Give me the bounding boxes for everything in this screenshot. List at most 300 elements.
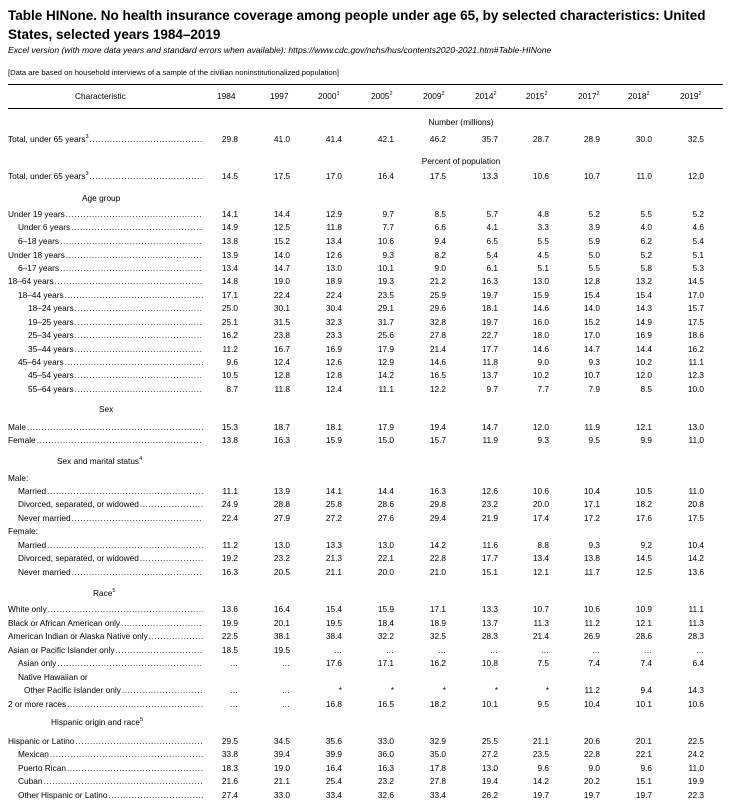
col-header-year (423, 91, 445, 101)
cell-value: 11.8 (274, 384, 290, 394)
leader-dots (122, 685, 203, 695)
cell-value: 5.1 (537, 263, 549, 273)
row-label: Divorced, separated, or widowed (18, 499, 139, 509)
cell-value: 12.0 (532, 422, 549, 432)
cell-value: 17.7 (481, 344, 498, 354)
cell-value: 21.9 (481, 513, 498, 523)
cell-value: 14.7 (583, 344, 600, 354)
cell-value: 15.2 (273, 236, 290, 246)
cell-value: 15.1 (635, 776, 652, 786)
cell-value: 16.3 (429, 486, 446, 496)
cell-value: 15.4 (583, 290, 600, 300)
cell-value: 17.5 (687, 513, 704, 523)
row-label: Asian or Pacific Islander only (8, 645, 115, 655)
cell-value: 10.2 (532, 370, 549, 380)
cell-value: 28.8 (273, 499, 290, 509)
cell-value: 12.3 (687, 370, 704, 380)
cell-value: 18.6 (687, 330, 704, 340)
leader-dots (47, 540, 203, 550)
cell-value: 10.6 (687, 699, 704, 709)
cell-value: 4.1 (486, 222, 498, 232)
cell-value: 5.2 (588, 209, 600, 219)
col-header-year-footnote: 2 (544, 91, 548, 98)
cell-value: 23.3 (325, 330, 342, 340)
cell-value: 22.4 (273, 290, 290, 300)
cell-value: 42.1 (377, 134, 394, 144)
row-label-footnote: 3 (85, 171, 89, 178)
row-label: Female: (8, 526, 38, 536)
table-row (0, 685, 731, 698)
leader-dots (75, 330, 203, 340)
cell-value: 13.0 (481, 763, 498, 773)
cell-value: 20.6 (583, 736, 600, 746)
top-rule (8, 84, 723, 85)
cell-value: 9.2 (640, 540, 652, 550)
cell-value: 9.3 (382, 250, 394, 260)
cell-value: 16.3 (377, 763, 394, 773)
cell-value: 10.6 (583, 604, 600, 614)
cell-value: 19.5 (273, 645, 290, 655)
cell-value: 10.7 (583, 171, 600, 181)
col-header-year (578, 91, 600, 101)
cell-value: 41.0 (273, 134, 290, 144)
cell-value: 23.5 (532, 749, 549, 759)
cell-value: 14.7 (273, 263, 290, 273)
cell-value: 17.1 (583, 499, 600, 509)
row-label: 55–64 years (28, 384, 74, 394)
cell-value: 27.2 (325, 513, 342, 523)
table-row (0, 171, 731, 184)
cell-value: 14.3 (635, 303, 652, 313)
leader-dots (71, 222, 203, 232)
cell-value: 17.5 (687, 317, 704, 327)
cell-value: 13.9 (273, 486, 290, 496)
cell-value: 22.3 (687, 790, 704, 800)
cell-value: 13.9 (221, 250, 238, 260)
row-label: 35–44 years (28, 344, 74, 354)
cell-value: 33.8 (221, 749, 238, 759)
cell-value: * (338, 685, 342, 695)
cell-value: 21.4 (429, 344, 446, 354)
leader-dots (90, 171, 203, 181)
cell-value: 12.6 (325, 357, 342, 367)
row-label: 25–34 years (28, 330, 74, 340)
cell-value: … (540, 645, 549, 655)
table-row (0, 303, 731, 316)
cell-value: 25.8 (325, 499, 342, 509)
cell-value: 20.0 (377, 567, 394, 577)
cell-value: 26.2 (481, 790, 498, 800)
cell-value: 14.8 (221, 276, 238, 286)
cell-value: 19.7 (583, 790, 600, 800)
cell-value: 35.7 (481, 134, 498, 144)
cell-value: 9.7 (486, 384, 498, 394)
row-label: 45–54 years (28, 370, 74, 380)
cell-value: 14.2 (377, 370, 394, 380)
cell-value: 29.1 (377, 303, 394, 313)
cell-value: … (229, 658, 238, 668)
cell-value: 38.1 (273, 631, 290, 641)
section-race-sup: 5 (112, 588, 116, 595)
cell-value: 8.7 (226, 384, 238, 394)
cell-value: 9.6 (640, 763, 652, 773)
cell-value: 14.5 (221, 171, 238, 181)
cell-value: 9.0 (434, 263, 446, 273)
cell-value: 11.2 (222, 540, 238, 550)
leader-dots (67, 699, 203, 709)
table-row (0, 263, 731, 276)
col-header-year (318, 91, 340, 101)
cell-value: 11.2 (584, 685, 600, 695)
table-row (0, 631, 731, 644)
leader-dots (60, 236, 203, 246)
row-label: Never married (18, 567, 71, 577)
table-row (0, 672, 731, 685)
cell-value: 9.3 (537, 435, 549, 445)
cell-value: 16.2 (221, 330, 238, 340)
cell-value: … (385, 645, 394, 655)
cell-value: 3.9 (588, 222, 600, 232)
cell-value: * (494, 685, 498, 695)
cell-value: 10.6 (532, 171, 549, 181)
col-header-year (628, 91, 650, 101)
cell-value: 18.0 (532, 330, 549, 340)
cell-value: 22.8 (429, 553, 446, 563)
cell-value: 32.5 (429, 631, 446, 641)
cell-value: 25.4 (325, 776, 342, 786)
leader-dots (66, 250, 203, 260)
table-row (0, 422, 731, 435)
cell-value: 32.9 (429, 736, 446, 746)
cell-value: 16.3 (481, 276, 498, 286)
cell-value: 15.3 (221, 422, 238, 432)
cell-value: 11.0 (688, 435, 704, 445)
table-title: Table HINone. No health insurance coverage among people under age 65, by selected characteristics: United States, selected years 1984–2019 (8, 8, 706, 42)
cell-value: 22.1 (635, 749, 652, 759)
cell-value: 10.5 (221, 370, 238, 380)
cell-value: 28.7 (532, 134, 549, 144)
cell-value: 25.0 (221, 303, 238, 313)
cell-value: 13.0 (532, 276, 549, 286)
cell-value: 11.1 (688, 357, 704, 367)
cell-value: 5.7 (486, 209, 498, 219)
cell-value: 6.1 (486, 263, 498, 273)
cell-value: … (333, 645, 342, 655)
section-hispanic-sup: 5 (140, 717, 144, 724)
leader-dots (72, 567, 203, 577)
cell-value: 17.2 (583, 513, 600, 523)
cell-value: 19.4 (481, 776, 498, 786)
excel-prefix: Excel version (with more data years and standard errors when available): (8, 45, 289, 55)
cell-value: 34.5 (273, 736, 290, 746)
cell-value: 13.2 (635, 276, 652, 286)
cell-value: 15.2 (583, 317, 600, 327)
col-header-year (371, 91, 393, 101)
cell-value: 16.4 (325, 763, 342, 773)
leader-dots (75, 384, 203, 394)
cell-value: 29.5 (221, 736, 238, 746)
table-row (0, 618, 731, 631)
cell-value: 23.2 (377, 776, 394, 786)
cell-value: 21.1 (325, 567, 342, 577)
leader-dots (149, 631, 203, 641)
col-header-year-footnote: 2 (441, 91, 445, 98)
cell-value: 14.5 (687, 276, 704, 286)
table-row (0, 567, 731, 580)
row-label: Male (8, 422, 26, 432)
cell-value: 19.7 (481, 317, 498, 327)
col-header-characteristic: Characteristic (75, 91, 126, 101)
cell-value: 10.1 (377, 263, 394, 273)
row-label: American Indian or Alaska Native only (8, 631, 148, 641)
cell-value: 4.8 (537, 209, 549, 219)
cell-value: 14.5 (635, 553, 652, 563)
cell-value: 15.9 (377, 604, 394, 614)
row-label-footnote: 3 (85, 134, 89, 141)
section-hispanic (51, 717, 143, 727)
cell-value: 29.4 (429, 513, 446, 523)
cell-value: 12.6 (325, 250, 342, 260)
cell-value: 19.0 (273, 763, 290, 773)
table-row (0, 540, 731, 553)
table-row (0, 645, 731, 658)
cell-value: 16.4 (273, 604, 290, 614)
cell-value: 5.4 (692, 236, 704, 246)
leader-dots (90, 134, 203, 144)
cell-value: 17.0 (583, 330, 600, 340)
cell-value: 10.5 (635, 486, 652, 496)
cell-value: 5.5 (537, 236, 549, 246)
cell-value: 21.0 (429, 567, 446, 577)
cell-value: 20.2 (583, 776, 600, 786)
cell-value: 23.2 (481, 499, 498, 509)
table-row (0, 604, 731, 617)
cell-value: 11.2 (222, 344, 238, 354)
leader-dots (50, 749, 203, 759)
leader-dots (37, 435, 203, 445)
cell-value: 16.9 (325, 344, 342, 354)
cell-value: 16.5 (377, 699, 394, 709)
leader-dots (55, 276, 203, 286)
leader-dots (75, 736, 203, 746)
col-header-year-footnote: 2 (698, 91, 702, 98)
cell-value: 31.7 (377, 317, 394, 327)
cell-value: 28.3 (481, 631, 498, 641)
cell-value: 10.6 (377, 236, 394, 246)
cell-value: 17.1 (377, 658, 394, 668)
col-header-year-label: 2014 (475, 91, 494, 101)
cell-value: 18.2 (429, 699, 446, 709)
cell-value: 5.4 (486, 250, 498, 260)
cell-value: 11.8 (326, 222, 342, 232)
cell-value: 14.2 (687, 553, 704, 563)
data-note: [Data are based on household interviews of a sample of the civilian noninstitutionalized population] (8, 68, 339, 77)
table-row (0, 276, 731, 289)
cell-value: 8.5 (640, 384, 652, 394)
cell-value: 10.1 (635, 699, 652, 709)
cell-value: 4.5 (537, 250, 549, 260)
table-row (0, 749, 731, 762)
cell-value: 17.7 (481, 553, 498, 563)
table-row (0, 553, 731, 566)
table-row (0, 763, 731, 776)
cell-value: 5.5 (640, 209, 652, 219)
cell-value: 10.4 (583, 486, 600, 496)
cell-value: 5.5 (588, 263, 600, 273)
cell-value: 16.4 (377, 171, 394, 181)
cell-value: 9.3 (588, 357, 600, 367)
cell-value: 14.6 (429, 357, 446, 367)
cell-value: 19.3 (377, 276, 394, 286)
cell-value: 15.9 (325, 435, 342, 445)
cell-value: 41.4 (325, 134, 342, 144)
leader-dots (75, 303, 203, 313)
cell-value: 14.6 (532, 303, 549, 313)
cell-value: 5.0 (588, 250, 600, 260)
leader-dots (108, 790, 203, 800)
col-header-year (217, 91, 235, 101)
cell-value: 15.0 (377, 435, 394, 445)
cell-value: 12.1 (635, 618, 652, 628)
cell-value: 14.3 (687, 685, 704, 695)
cell-value: 19.7 (481, 290, 498, 300)
cell-value: 7.7 (537, 384, 549, 394)
cell-value: 18.2 (635, 499, 652, 509)
cell-value: 22.8 (583, 749, 600, 759)
cell-value: 24.2 (687, 749, 704, 759)
cell-value: 27.8 (429, 776, 446, 786)
cell-value: 27.6 (377, 513, 394, 523)
leader-dots (60, 263, 203, 273)
row-label: Divorced, separated, or widowed (18, 553, 139, 563)
cell-value: 6.5 (486, 236, 498, 246)
cell-value: 8.2 (434, 250, 446, 260)
cell-value: 6.4 (692, 658, 704, 668)
cell-value: 15.7 (687, 303, 704, 313)
cell-value: 27.9 (273, 513, 290, 523)
cell-value: 7.4 (588, 658, 600, 668)
cell-value: 20.1 (273, 618, 290, 628)
table-row (0, 236, 731, 249)
cell-value: 14.9 (635, 317, 652, 327)
cell-value: 14.2 (429, 540, 446, 550)
cell-value: 11.3 (533, 618, 549, 628)
leader-dots (140, 499, 203, 509)
cell-value: 10.2 (635, 357, 652, 367)
cell-value: 35.0 (429, 749, 446, 759)
cell-value: 18.1 (325, 422, 342, 432)
cell-value: 13.6 (221, 604, 238, 614)
cell-value: 17.5 (429, 171, 446, 181)
cell-value: 11.6 (482, 540, 498, 550)
row-label: Male: (8, 473, 29, 483)
leader-dots (27, 422, 203, 432)
cell-value: 19.4 (429, 422, 446, 432)
cell-value: 25.6 (377, 330, 394, 340)
table-row (0, 513, 731, 526)
cell-value: 12.5 (273, 222, 290, 232)
cell-value: 17.0 (325, 171, 342, 181)
row-label: White only (8, 604, 47, 614)
cell-value: 6.6 (434, 222, 446, 232)
cell-value: 29.8 (429, 499, 446, 509)
cell-value: 36.0 (377, 749, 394, 759)
cell-value: 15.4 (325, 604, 342, 614)
cell-value: 15.1 (481, 567, 498, 577)
table-row (0, 486, 731, 499)
cell-value: … (229, 685, 238, 695)
cell-value: 11.1 (222, 486, 238, 496)
cell-value: 22.1 (377, 553, 394, 563)
header-rule (8, 108, 723, 109)
leader-dots (43, 776, 203, 786)
cell-value: 13.0 (687, 422, 704, 432)
excel-link[interactable]: https://www.cdc.gov/nchs/hus/contents2020-2021.htm#Table-HINone (288, 45, 552, 55)
leader-dots (65, 357, 203, 367)
cell-value: 5.3 (692, 263, 704, 273)
row-label: 18–24 years (28, 303, 74, 313)
row-label: Married (18, 486, 47, 496)
subhead-number: Number (millions) (428, 117, 494, 127)
cell-value: 9.6 (537, 763, 549, 773)
cell-value: 9.9 (640, 435, 652, 445)
table-row (0, 384, 731, 397)
cell-value: 9.5 (588, 435, 600, 445)
col-header-year-footnote: 2 (493, 91, 497, 98)
cell-value: 46.2 (429, 134, 446, 144)
row-label: Total, under 65 years$^3$ (8, 171, 89, 181)
cell-value: 13.3 (481, 604, 498, 614)
row-label: Under 19 years (8, 209, 65, 219)
cell-value: 17.1 (221, 290, 238, 300)
cell-value: 32.8 (429, 317, 446, 327)
cell-value: 14.4 (635, 344, 652, 354)
section-age-group: Age group (82, 193, 121, 203)
cell-value: 13.8 (583, 553, 600, 563)
cell-value: 32.2 (377, 631, 394, 641)
col-header-year (270, 91, 288, 101)
cell-value: 19.9 (221, 618, 238, 628)
cell-value: 12.8 (273, 370, 290, 380)
table-row (0, 344, 731, 357)
cell-value: 16.8 (325, 699, 342, 709)
table-row (0, 499, 731, 512)
section-hispanic-label: Hispanic origin and race (51, 717, 141, 727)
cell-value: 13.8 (221, 435, 238, 445)
cell-value: * (442, 685, 446, 695)
table-row (0, 526, 731, 539)
cell-value: 35.6 (325, 736, 342, 746)
cell-value: … (281, 658, 290, 668)
cell-value: * (390, 685, 394, 695)
col-header-year-label: 2009 (423, 91, 442, 101)
cell-value: 17.6 (635, 513, 652, 523)
row-label: Asian only (18, 658, 57, 668)
cell-value: 10.4 (583, 699, 600, 709)
table-row (0, 658, 731, 671)
cell-value: 32.6 (377, 790, 394, 800)
cell-value: 14.6 (532, 344, 549, 354)
row-label: Female (8, 435, 36, 445)
cell-value: 25.9 (429, 290, 446, 300)
row-label: 45–64 years (18, 357, 64, 367)
cell-value: 9.7 (382, 209, 394, 219)
col-header-year (680, 91, 702, 101)
col-header-year (526, 91, 548, 101)
cell-value: 27.8 (429, 330, 446, 340)
table-row (0, 736, 731, 749)
cell-value: 29.6 (429, 303, 446, 313)
